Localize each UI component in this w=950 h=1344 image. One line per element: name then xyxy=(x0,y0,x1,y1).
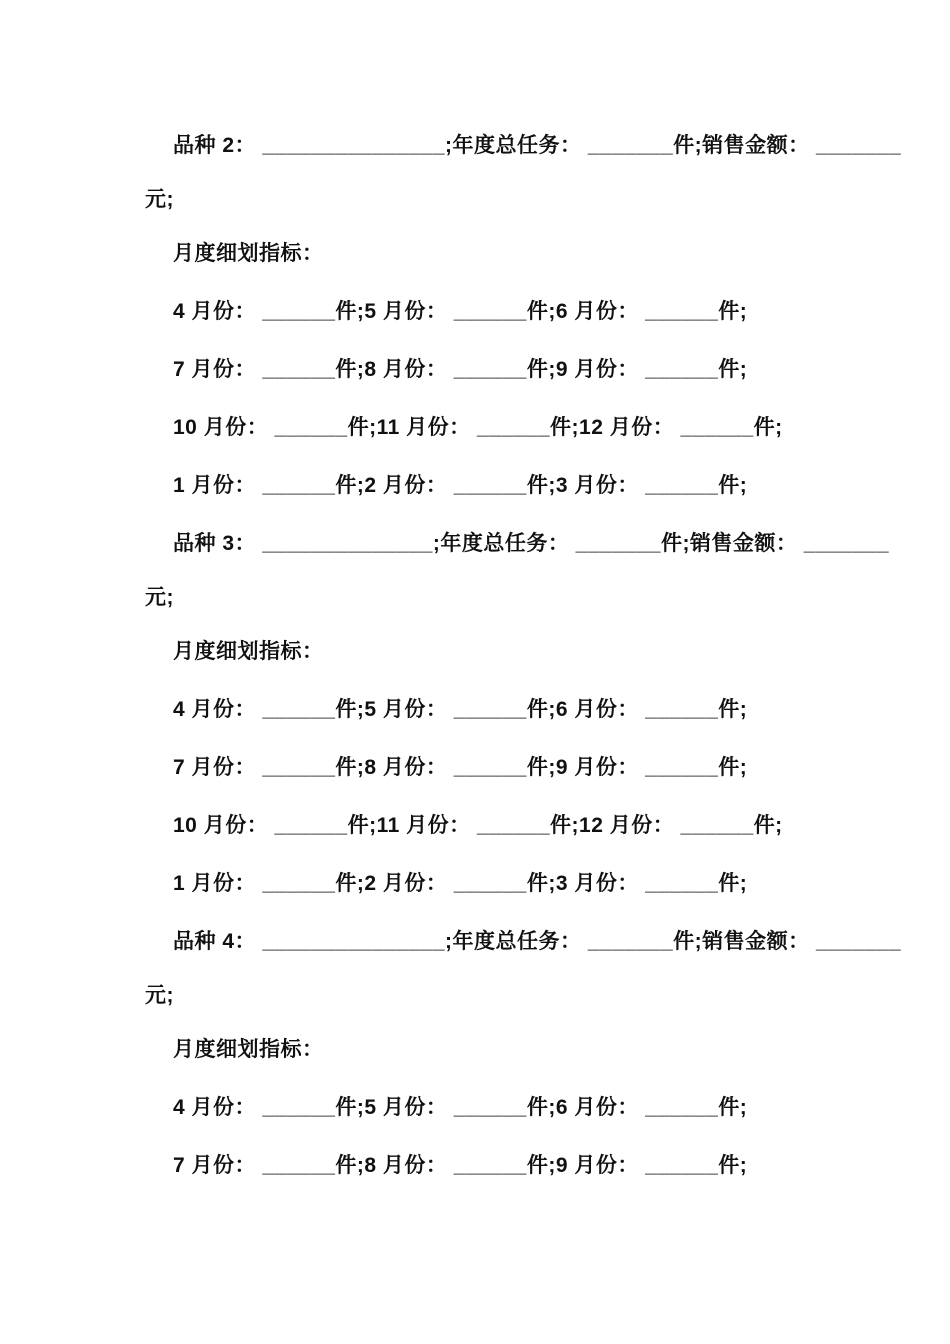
month-quota-line-jul-sep: 7 月份： ______件;8 月份： ______件;9 月份： ______件; xyxy=(173,1154,748,1177)
month-quota-line-oct-dec: 10 月份： ______件;11 月份： ______件;12 月份： ______件; xyxy=(173,416,783,439)
month-quota-line-apr-jun: 4 月份： ______件;5 月份： ______件;6 月份： ______件; xyxy=(173,698,748,721)
wrap-line-yuan: 元; xyxy=(145,586,174,609)
product-spec-line: 品种 4： _______________;年度总任务： _______件;销售金额： _______ xyxy=(173,930,902,953)
monthly-indicator-heading: 月度细划指标： xyxy=(173,242,324,265)
product-spec-line: 品种 3： ______________;年度总任务： _______件;销售金额： _______ xyxy=(173,532,890,555)
monthly-indicator-heading: 月度细划指标： xyxy=(173,1038,324,1061)
month-quota-line-jul-sep: 7 月份： ______件;8 月份： ______件;9 月份： ______件; xyxy=(173,358,748,381)
month-quota-line-apr-jun: 4 月份： ______件;5 月份： ______件;6 月份： ______件; xyxy=(173,300,748,323)
month-quota-line-apr-jun: 4 月份： ______件;5 月份： ______件;6 月份： ______件; xyxy=(173,1096,748,1119)
wrap-line-yuan: 元; xyxy=(145,984,174,1007)
month-quota-line-jan-mar: 1 月份： ______件;2 月份： ______件;3 月份： ______件; xyxy=(173,474,748,497)
product-section-2 xyxy=(145,117,902,515)
wrap-line-yuan: 元; xyxy=(145,188,174,211)
month-quota-line-jan-mar: 1 月份： ______件;2 月份： ______件;3 月份： ______件; xyxy=(173,872,748,895)
month-quota-line-jul-sep: 7 月份： ______件;8 月份： ______件;9 月份： ______件; xyxy=(173,756,748,779)
product-spec-line: 品种 2： _______________;年度总任务： _______件;销售金额： _______ xyxy=(173,134,902,157)
product-section-3 xyxy=(145,515,890,913)
monthly-indicator-heading: 月度细划指标： xyxy=(173,640,324,663)
month-quota-line-oct-dec: 10 月份： ______件;11 月份： ______件;12 月份： ______件; xyxy=(173,814,783,837)
product-section-4 xyxy=(145,913,902,1195)
